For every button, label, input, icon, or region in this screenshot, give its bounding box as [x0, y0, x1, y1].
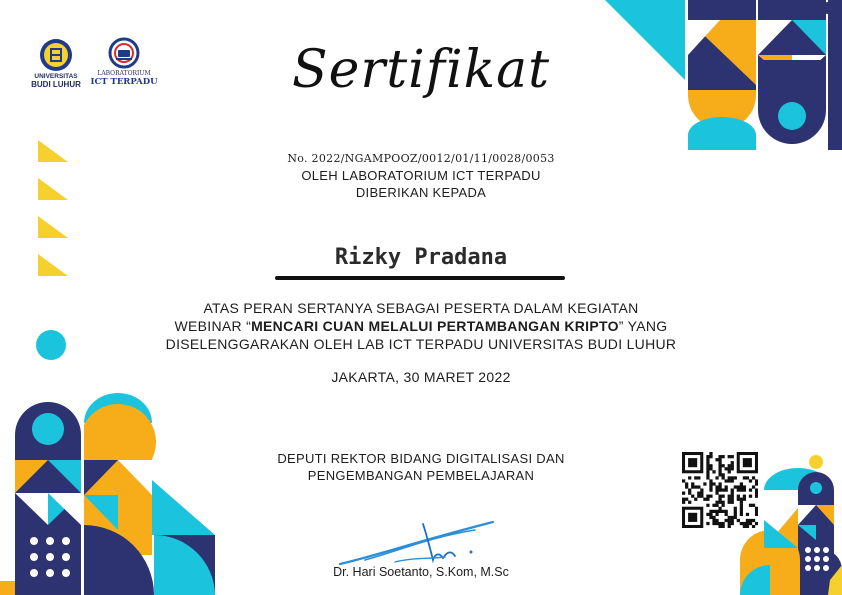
recipient-name: Rizky Pradana: [334, 245, 508, 270]
certificate-number: No. 2022/NGAMPOOZ/0012/01/11/0028/0053: [287, 152, 555, 165]
name-underline: [275, 276, 565, 280]
university-logo-label: UNIVERSITAS BUDI LUHUR: [31, 73, 81, 89]
certificate-title: Sertifikat: [291, 40, 551, 100]
body-line-2: [0, 318, 842, 334]
body-line-1: ATAS PERAN SERTANYA SEBAGAI PESERTA DALAM KEGIATAN: [203, 300, 639, 316]
signatory-name: Dr. Hari Soetanto, S.Kom, M.Sc: [333, 565, 509, 579]
place-date: JAKARTA, 30 MARET 2022: [331, 369, 511, 385]
body-line-2-prefix: WEBINAR “: [174, 318, 252, 334]
signatory-position-line-2: PENGEMBANGAN PEMBELAJARAN: [307, 468, 535, 483]
event-name: MENCARI CUAN MELALUI PERTAMBANGAN KRIPTO: [251, 318, 619, 334]
decoration-bottom-left: [0, 385, 215, 595]
given-to-text: DIBERIKAN KEPADA: [355, 185, 487, 200]
issuer-text: OLEH LABORATORIUM ICT TERPADU: [301, 168, 541, 183]
signatory-position-line-1: DEPUTI REKTOR BIDANG DIGITALISASI DAN: [277, 451, 565, 466]
body-line-3: DISELENGGARAKAN OLEH LAB ICT TERPADU UNIVERSITAS BUDI LUHUR: [165, 336, 677, 352]
signature-icon: [335, 512, 500, 572]
qr-code-icon: [682, 452, 758, 528]
body-line-2-suffix: ” YANG: [618, 318, 668, 334]
lab-logo-label: LABORATORIUM ICT TERPADU: [90, 70, 158, 87]
